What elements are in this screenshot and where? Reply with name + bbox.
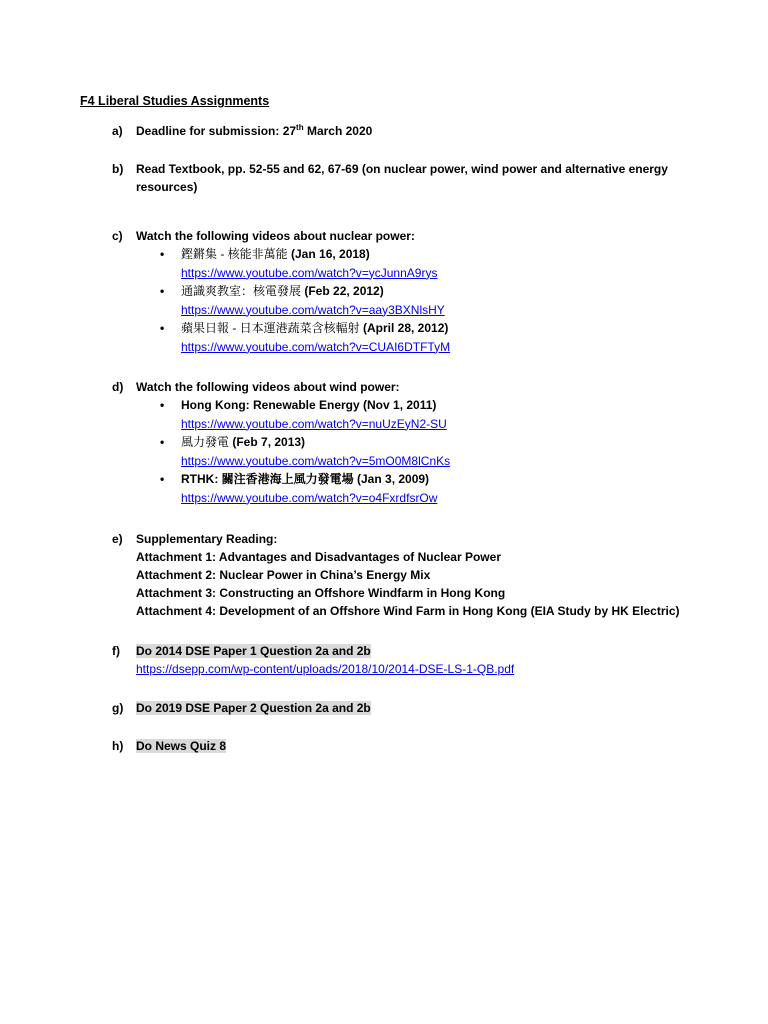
video-link[interactable]: https://www.youtube.com/watch?v=aay3BXNlsHY xyxy=(181,302,445,317)
video-title: RTHK: 關注香港海上風力發電場 xyxy=(181,472,354,486)
wind-videos-heading: Watch the following videos about wind power: xyxy=(136,380,400,394)
list-item xyxy=(136,245,712,282)
video-date: (Jan 3, 2009) xyxy=(353,472,430,486)
attachment-item: Attachment 4: Development of an Offshore Wind Farm in Hong Kong (EIA Study by HK Electric) xyxy=(136,604,680,618)
wind-video-list xyxy=(136,396,712,507)
deadline-text-rest: March 2020 xyxy=(303,124,373,138)
item-h-label: h) xyxy=(112,739,124,753)
bullet-icon: • xyxy=(160,284,165,298)
item-e xyxy=(112,530,712,620)
video-date: (April 28, 2012) xyxy=(359,321,449,335)
list-item xyxy=(136,396,712,433)
item-g xyxy=(112,699,712,717)
item-d xyxy=(112,378,712,507)
attachment-item: Attachment 2: Nuclear Power in China’s Energy Mix xyxy=(136,568,431,582)
list-item xyxy=(136,319,712,356)
bullet-icon: • xyxy=(160,398,165,412)
video-date: (Jan 16, 2018) xyxy=(287,247,370,261)
bullet-icon: • xyxy=(160,472,165,486)
nuclear-video-list xyxy=(136,245,712,356)
item-c xyxy=(112,227,712,356)
dse-2014-task: Do 2014 DSE Paper 1 Question 2a and 2b xyxy=(136,644,371,658)
video-link[interactable]: https://www.youtube.com/watch?v=CUAI6DTFTyM xyxy=(181,339,451,354)
item-c-label: c) xyxy=(112,229,123,243)
item-h xyxy=(112,737,712,755)
video-link[interactable]: https://www.youtube.com/watch?v=nuUzEyN2-SU xyxy=(181,416,447,431)
supplementary-heading: Supplementary Reading: xyxy=(136,532,278,546)
video-date: (Feb 7, 2013) xyxy=(229,435,306,449)
bullet-icon: • xyxy=(160,321,165,335)
item-g-label: g) xyxy=(112,701,124,715)
list-item xyxy=(136,470,712,507)
video-date: (Feb 22, 2012) xyxy=(301,284,384,298)
video-title: Hong Kong: Renewable Energy xyxy=(181,398,360,412)
deadline-text-main: Deadline for submission: 27 xyxy=(136,124,297,138)
nuclear-videos-heading: Watch the following videos about nuclear power: xyxy=(136,229,415,243)
item-b xyxy=(112,160,712,196)
video-link[interactable]: https://www.youtube.com/watch?v=ycJunnA9rys xyxy=(181,265,438,280)
video-title: 鏗鏘集 - 核能非萬能 xyxy=(181,247,288,261)
item-a xyxy=(112,122,712,140)
list-item xyxy=(136,433,712,470)
item-b-label: b) xyxy=(112,162,124,176)
textbook-reading-text: Read Textbook, pp. 52-55 and 62, 67-69 (on nuclear power, wind power and alternative energy resources) xyxy=(136,162,668,194)
video-link[interactable]: https://www.youtube.com/watch?v=5mO0M8lCnKs xyxy=(181,453,451,468)
item-f xyxy=(112,642,712,678)
list-item xyxy=(136,282,712,319)
document-title: F4 Liberal Studies Assignments xyxy=(80,94,270,108)
item-d-label: d) xyxy=(112,380,124,394)
item-a-label: a) xyxy=(112,124,123,138)
deadline-text xyxy=(136,122,712,140)
deadline-superscript: th xyxy=(296,123,304,132)
dse-2019-task: Do 2019 DSE Paper 2 Question 2a and 2b xyxy=(136,701,371,715)
item-e-label: e) xyxy=(112,532,123,546)
video-title: 蘋果日報 - 日本運港蔬菜含核輻射 xyxy=(181,321,360,335)
item-f-label: f) xyxy=(112,644,120,658)
video-title: 通識爽教室：核電發展 xyxy=(181,284,302,298)
video-title: 風力發電 xyxy=(181,435,230,449)
news-quiz-task: Do News Quiz 8 xyxy=(136,739,227,753)
dse-paper-link[interactable]: https://dsepp.com/wp-content/uploads/2018/10/2014-DSE-LS-1-QB.pdf xyxy=(136,662,515,676)
bullet-icon: • xyxy=(160,247,165,261)
attachment-item: Attachment 3: Constructing an Offshore Windfarm in Hong Kong xyxy=(136,586,506,600)
attachment-item: Attachment 1: Advantages and Disadvantages of Nuclear Power xyxy=(136,550,501,564)
video-date: (Nov 1, 2011) xyxy=(359,398,437,412)
bullet-icon: • xyxy=(160,435,165,449)
video-link[interactable]: https://www.youtube.com/watch?v=o4FxrdfsrOw xyxy=(181,490,438,505)
